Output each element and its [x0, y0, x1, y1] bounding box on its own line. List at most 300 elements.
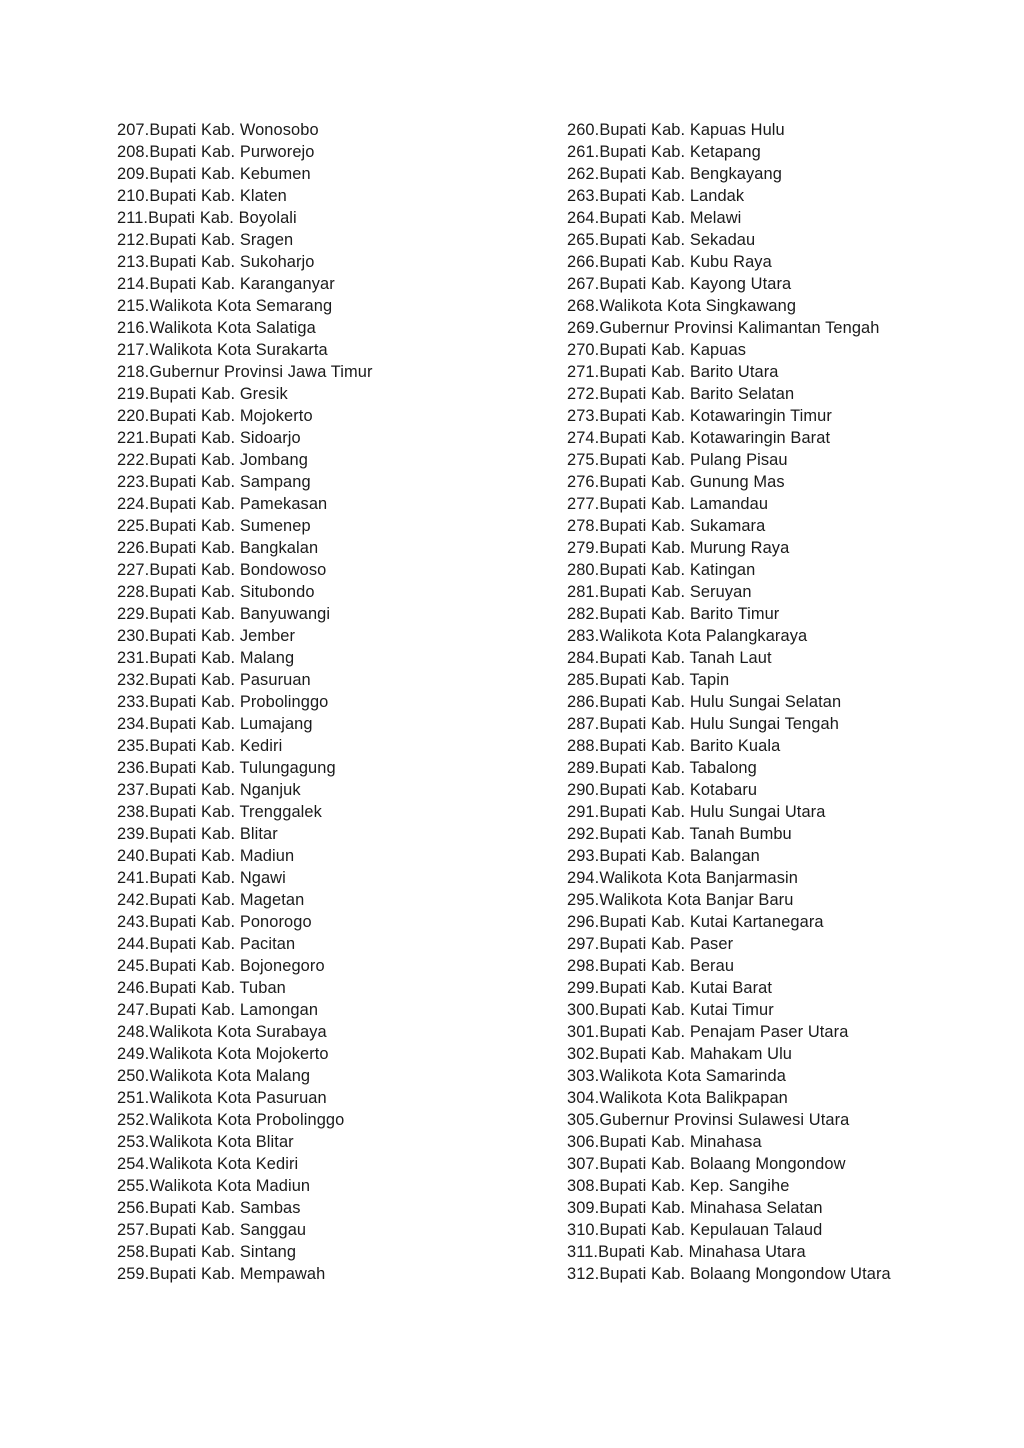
list-item-text: Bupati Kab. Hulu Sungai Utara	[599, 803, 826, 821]
list-item-text: Bupati Kab. Kutai Kartanegara	[599, 913, 824, 931]
list-item-text: Bupati Kab. Bengkayang	[599, 165, 782, 183]
list-item	[117, 735, 537, 757]
list-item-number: 217.	[117, 341, 150, 359]
list-item	[117, 537, 537, 559]
list-item	[117, 1263, 537, 1285]
list-item-text: Bupati Kab. Bolaang Mongondow Utara	[599, 1265, 891, 1283]
list-item-number: 225.	[117, 517, 150, 535]
list-item-text: Walikota Kota Mojokerto	[149, 1045, 329, 1063]
list-item-text: Gubernur Provinsi Jawa Timur	[149, 363, 373, 381]
list-item-number: 245.	[117, 957, 150, 975]
list-item-text: Bupati Kab. Tapin	[599, 671, 730, 689]
list-item-text: Walikota Kota Samarinda	[599, 1067, 786, 1085]
list-item-number: 240.	[117, 847, 150, 865]
list-item-number: 208.	[117, 143, 150, 161]
list-item-text: Bupati Kab. Murung Raya	[599, 539, 790, 557]
list-item-number: 209.	[117, 165, 150, 183]
list-item-number: 251.	[117, 1089, 150, 1107]
list-item-number: 239.	[117, 825, 150, 843]
list-item	[567, 1197, 987, 1219]
list-item-number: 281.	[567, 583, 600, 601]
list-item-text: Bupati Kab. Lamandau	[599, 495, 769, 513]
list-item-text: Bupati Kab. Sukoharjo	[149, 253, 315, 271]
list-item-text: Bupati Kab. Gresik	[149, 385, 288, 403]
list-item-number: 277.	[567, 495, 600, 513]
list-item-number: 237.	[117, 781, 150, 799]
list-item-text: Bupati Kab. Sambas	[149, 1199, 301, 1217]
list-item-text: Bupati Kab. Kayong Utara	[599, 275, 792, 293]
list-item-text: Bupati Kab. Seruyan	[599, 583, 752, 601]
list-item-number: 273.	[567, 407, 600, 425]
list-item-number: 256.	[117, 1199, 150, 1217]
list-item-text: Bupati Kab. Ponorogo	[149, 913, 312, 931]
list-item-number: 271.	[567, 363, 600, 381]
list-item-number: 282.	[567, 605, 600, 623]
list-item-text: Bupati Kab. Penajam Paser Utara	[599, 1023, 849, 1041]
list-item	[117, 163, 537, 185]
list-item	[117, 603, 537, 625]
list-item-text: Bupati Kab. Barito Kuala	[599, 737, 781, 755]
list-item-text: Bupati Kab. Banyuwangi	[149, 605, 331, 623]
list-item	[567, 317, 987, 339]
list-item	[117, 515, 537, 537]
list-item-number: 266.	[567, 253, 600, 271]
list-item-text: Bupati Kab. Minahasa Utara	[598, 1243, 806, 1261]
list-item-text: Bupati Kab. Sidoarjo	[149, 429, 301, 447]
list-item-text: Bupati Kab. Wonosobo	[149, 121, 319, 139]
list-item-number: 223.	[117, 473, 150, 491]
list-item	[117, 647, 537, 669]
list-item	[117, 955, 537, 977]
list-item	[567, 933, 987, 955]
list-item-text: Bupati Kab. Sukamara	[599, 517, 766, 535]
list-item-text: Bupati Kab. Hulu Sungai Tengah	[599, 715, 839, 733]
list-item-number: 234.	[117, 715, 150, 733]
list-item-text: Bupati Kab. Kapuas	[599, 341, 747, 359]
list-item	[567, 757, 987, 779]
list-item-number: 274.	[567, 429, 600, 447]
list-item	[567, 339, 987, 361]
list-item	[117, 669, 537, 691]
list-item-number: 262.	[567, 165, 600, 183]
list-item-text: Bupati Kab. Bangkalan	[149, 539, 319, 557]
list-item-text: Bupati Kab. Nganjuk	[149, 781, 301, 799]
list-item	[567, 405, 987, 427]
list-item-text: Gubernur Provinsi Kalimantan Tengah	[599, 319, 880, 337]
list-item-number: 254.	[117, 1155, 150, 1173]
list-item	[117, 845, 537, 867]
list-item	[117, 1153, 537, 1175]
list-item	[117, 823, 537, 845]
list-item	[117, 251, 537, 273]
list-item-text: Bupati Kab. Pulang Pisau	[599, 451, 788, 469]
list-item	[117, 889, 537, 911]
list-item-number: 296.	[567, 913, 600, 931]
list-item	[117, 911, 537, 933]
list-item-text: Bupati Kab. Paser	[599, 935, 734, 953]
list-item	[567, 889, 987, 911]
list-item	[567, 493, 987, 515]
list-item-text: Bupati Kab. Bolaang Mongondow	[599, 1155, 846, 1173]
list-item	[117, 493, 537, 515]
list-item-number: 289.	[567, 759, 600, 777]
list-item-number: 226.	[117, 539, 150, 557]
list-item-number: 221.	[117, 429, 150, 447]
list-item	[567, 471, 987, 493]
list-item	[117, 1219, 537, 1241]
list-item-number: 306.	[567, 1133, 600, 1151]
list-item	[567, 273, 987, 295]
list-item-number: 216.	[117, 319, 150, 337]
list-item-number: 295.	[567, 891, 600, 909]
list-item-number: 241.	[117, 869, 150, 887]
list-item-text: Bupati Kab. Mahakam Ulu	[599, 1045, 793, 1063]
list-item	[117, 119, 537, 141]
list-item-text: Bupati Kab. Balangan	[599, 847, 760, 865]
list-item-text: Bupati Kab. Pasuruan	[149, 671, 311, 689]
list-item-number: 252.	[117, 1111, 150, 1129]
list-item-text: Bupati Kab. Pacitan	[149, 935, 296, 953]
list-item-text: Bupati Kab. Karanganyar	[149, 275, 335, 293]
list-item-text: Bupati Kab. Ngawi	[149, 869, 286, 887]
list-item-number: 309.	[567, 1199, 600, 1217]
list-item	[567, 207, 987, 229]
list-item	[567, 251, 987, 273]
list-item	[117, 581, 537, 603]
list-item-text: Walikota Kota Surabaya	[149, 1023, 327, 1041]
list-item-number: 310.	[567, 1221, 600, 1239]
list-item-number: 286.	[567, 693, 600, 711]
list-item-number: 284.	[567, 649, 600, 667]
list-item	[567, 669, 987, 691]
list-item-number: 268.	[567, 297, 600, 315]
list-item-text: Bupati Kab. Tabalong	[599, 759, 757, 777]
list-item-text: Walikota Kota Surakarta	[149, 341, 328, 359]
list-item	[567, 713, 987, 735]
list-item	[567, 1175, 987, 1197]
list-item-number: 250.	[117, 1067, 150, 1085]
list-item-number: 230.	[117, 627, 150, 645]
list-item-number: 207.	[117, 121, 150, 139]
list-item-number: 215.	[117, 297, 150, 315]
list-item	[567, 603, 987, 625]
list-item-number: 261.	[567, 143, 600, 161]
list-item-text: Bupati Kab. Tanah Bumbu	[599, 825, 792, 843]
list-item-number: 264.	[567, 209, 600, 227]
list-item	[567, 1087, 987, 1109]
list-item	[567, 141, 987, 163]
list-item-number: 249.	[117, 1045, 150, 1063]
list-item-number: 242.	[117, 891, 150, 909]
list-item	[567, 691, 987, 713]
list-item	[567, 779, 987, 801]
list-item	[567, 1065, 987, 1087]
list-item-number: 220.	[117, 407, 150, 425]
list-item	[117, 185, 537, 207]
list-item-text: Bupati Kab. Sanggau	[149, 1221, 307, 1239]
list-item-text: Bupati Kab. Situbondo	[149, 583, 315, 601]
list-item-number: 285.	[567, 671, 600, 689]
list-item-number: 292.	[567, 825, 600, 843]
list-item	[117, 1065, 537, 1087]
list-item-text: Bupati Kab. Melawi	[599, 209, 742, 227]
list-item	[567, 427, 987, 449]
list-item-text: Bupati Kab. Kotawaringin Timur	[599, 407, 832, 425]
list-item-text: Bupati Kab. Lamongan	[149, 1001, 319, 1019]
list-item	[567, 1219, 987, 1241]
list-item-number: 211.	[117, 209, 149, 227]
list-item	[117, 977, 537, 999]
list-item-text: Bupati Kab. Jombang	[149, 451, 308, 469]
list-item-text: Walikota Kota Pasuruan	[149, 1089, 327, 1107]
list-item-number: 293.	[567, 847, 600, 865]
list-item-number: 244.	[117, 935, 150, 953]
list-item	[117, 1131, 537, 1153]
list-item-text: Bupati Kab. Kediri	[149, 737, 283, 755]
list-item	[117, 713, 537, 735]
list-item-text: Bupati Kab. Tuban	[149, 979, 286, 997]
list-item	[117, 273, 537, 295]
list-item	[567, 163, 987, 185]
list-item-number: 236.	[117, 759, 150, 777]
list-item-text: Bupati Kab. Kotabaru	[599, 781, 758, 799]
list-item-number: 302.	[567, 1045, 600, 1063]
list-item	[567, 1043, 987, 1065]
list-item	[117, 1043, 537, 1065]
list-item-text: Bupati Kab. Barito Utara	[599, 363, 779, 381]
list-item	[117, 559, 537, 581]
list-item-number: 248.	[117, 1023, 150, 1041]
list-item-text: Bupati Kab. Lumajang	[149, 715, 313, 733]
list-item-number: 218.	[117, 363, 150, 381]
list-item-number: 258.	[117, 1243, 150, 1261]
list-item	[117, 361, 537, 383]
list-item-text: Walikota Kota Banjar Baru	[599, 891, 794, 909]
list-item	[117, 1021, 537, 1043]
list-item-text: Bupati Kab. Barito Selatan	[599, 385, 795, 403]
list-item-number: 311.	[567, 1243, 599, 1261]
list-item-text: Bupati Kab. Bondowoso	[149, 561, 327, 579]
list-item	[117, 999, 537, 1021]
list-item-number: 283.	[567, 627, 600, 645]
list-item-text: Bupati Kab. Minahasa Selatan	[599, 1199, 823, 1217]
list-item-text: Bupati Kab. Kep. Sangihe	[599, 1177, 790, 1195]
list-item-text: Bupati Kab. Sekadau	[599, 231, 756, 249]
list-item-number: 276.	[567, 473, 600, 491]
list-item-text: Bupati Kab. Kutai Timur	[599, 1001, 774, 1019]
list-item	[117, 867, 537, 889]
list-item	[117, 1109, 537, 1131]
list-item-text: Walikota Kota Salatiga	[149, 319, 316, 337]
list-item-text: Bupati Kab. Malang	[149, 649, 295, 667]
list-item	[117, 295, 537, 317]
list-item-number: 267.	[567, 275, 600, 293]
list-item-number: 233.	[117, 693, 150, 711]
list-item	[117, 317, 537, 339]
list-item	[567, 1241, 987, 1263]
list-item	[567, 581, 987, 603]
list-item-number: 303.	[567, 1067, 600, 1085]
list-item-number: 212.	[117, 231, 150, 249]
list-item-text: Walikota Kota Kediri	[149, 1155, 299, 1173]
list-item-text: Walikota Kota Madiun	[149, 1177, 311, 1195]
list-item	[117, 933, 537, 955]
list-item-text: Bupati Kab. Sintang	[149, 1243, 297, 1261]
list-item	[567, 999, 987, 1021]
list-item	[567, 801, 987, 823]
list-item-text: Bupati Kab. Sragen	[149, 231, 294, 249]
left-column-list	[117, 119, 537, 1285]
right-column-list	[567, 119, 987, 1285]
list-item	[117, 757, 537, 779]
list-item	[117, 471, 537, 493]
list-item	[567, 911, 987, 933]
list-item-number: 304.	[567, 1089, 600, 1107]
list-item-text: Bupati Kab. Barito Timur	[599, 605, 780, 623]
list-item-text: Bupati Kab. Trenggalek	[149, 803, 322, 821]
list-item	[567, 1021, 987, 1043]
list-item	[567, 1131, 987, 1153]
list-item-text: Gubernur Provinsi Sulawesi Utara	[599, 1111, 850, 1129]
list-item-number: 214.	[117, 275, 150, 293]
list-item	[117, 405, 537, 427]
list-item	[117, 1087, 537, 1109]
list-item-text: Bupati Kab. Magetan	[149, 891, 305, 909]
list-item-number: 294.	[567, 869, 600, 887]
list-item-number: 213.	[117, 253, 150, 271]
list-item	[567, 295, 987, 317]
list-item-text: Bupati Kab. Katingan	[599, 561, 756, 579]
list-item	[567, 361, 987, 383]
list-item-text: Bupati Kab. Berau	[599, 957, 735, 975]
list-item-number: 228.	[117, 583, 150, 601]
list-item-number: 308.	[567, 1177, 600, 1195]
list-item-number: 255.	[117, 1177, 150, 1195]
list-item	[117, 229, 537, 251]
list-item-number: 229.	[117, 605, 150, 623]
list-item-number: 307.	[567, 1155, 600, 1173]
list-item	[567, 449, 987, 471]
list-item-text: Bupati Kab. Tulungagung	[149, 759, 336, 777]
list-item-number: 224.	[117, 495, 150, 513]
list-item	[567, 625, 987, 647]
list-item-text: Bupati Kab. Kutai Barat	[599, 979, 773, 997]
list-item-number: 259.	[117, 1265, 150, 1283]
list-item	[567, 867, 987, 889]
list-item	[117, 141, 537, 163]
list-item-number: 257.	[117, 1221, 150, 1239]
list-item-number: 232.	[117, 671, 150, 689]
list-item-number: 280.	[567, 561, 600, 579]
list-item-number: 270.	[567, 341, 600, 359]
list-item	[117, 427, 537, 449]
list-item-number: 290.	[567, 781, 600, 799]
list-item-number: 305.	[567, 1111, 600, 1129]
list-item-number: 243.	[117, 913, 150, 931]
list-item-text: Bupati Kab. Hulu Sungai Selatan	[599, 693, 842, 711]
list-item-number: 253.	[117, 1133, 150, 1151]
list-item	[117, 339, 537, 361]
list-item	[567, 119, 987, 141]
list-item-number: 287.	[567, 715, 600, 733]
list-item-text: Bupati Kab. Blitar	[149, 825, 278, 843]
list-item	[567, 1109, 987, 1131]
list-item-number: 227.	[117, 561, 150, 579]
list-item-text: Walikota Kota Balikpapan	[599, 1089, 788, 1107]
list-item-number: 279.	[567, 539, 600, 557]
list-item-text: Bupati Kab. Landak	[599, 187, 745, 205]
list-item	[567, 977, 987, 999]
list-item-text: Bupati Kab. Sampang	[149, 473, 311, 491]
list-item-number: 238.	[117, 803, 150, 821]
list-item	[567, 955, 987, 977]
list-item	[567, 229, 987, 251]
list-item-text: Bupati Kab. Ketapang	[599, 143, 761, 161]
list-item-number: 272.	[567, 385, 600, 403]
list-item-text: Bupati Kab. Kapuas Hulu	[599, 121, 785, 139]
list-item-text: Bupati Kab. Klaten	[149, 187, 287, 205]
list-item-text: Walikota Kota Malang	[149, 1067, 311, 1085]
list-item	[117, 1197, 537, 1219]
list-item-text: Bupati Kab. Kubu Raya	[599, 253, 772, 271]
list-item-text: Bupati Kab. Kotawaringin Barat	[599, 429, 831, 447]
list-item-text: Bupati Kab. Madiun	[149, 847, 295, 865]
list-item-number: 231.	[117, 649, 150, 667]
list-item	[567, 559, 987, 581]
list-item-text: Bupati Kab. Jember	[149, 627, 296, 645]
list-item-number: 298.	[567, 957, 600, 975]
list-item	[567, 823, 987, 845]
list-item-number: 275.	[567, 451, 600, 469]
list-item-text: Bupati Kab. Sumenep	[149, 517, 311, 535]
list-item-number: 300.	[567, 1001, 600, 1019]
list-item	[567, 185, 987, 207]
list-item	[117, 801, 537, 823]
list-item-text: Walikota Kota Palangkaraya	[599, 627, 808, 645]
list-item	[117, 1175, 537, 1197]
list-item	[117, 1241, 537, 1263]
list-item-number: 269.	[567, 319, 600, 337]
list-item-number: 297.	[567, 935, 600, 953]
list-item	[567, 735, 987, 757]
list-item-number: 246.	[117, 979, 150, 997]
list-item-text: Bupati Kab. Kebumen	[149, 165, 311, 183]
list-item	[567, 515, 987, 537]
list-item-text: Walikota Kota Blitar	[149, 1133, 294, 1151]
list-item-number: 260.	[567, 121, 600, 139]
list-item-number: 210.	[117, 187, 150, 205]
list-item-number: 247.	[117, 1001, 150, 1019]
list-item	[117, 691, 537, 713]
list-item	[567, 845, 987, 867]
list-item	[567, 383, 987, 405]
list-item-text: Bupati Kab. Pamekasan	[149, 495, 328, 513]
list-item	[567, 537, 987, 559]
list-item-number: 263.	[567, 187, 600, 205]
list-item	[117, 207, 537, 229]
list-item-text: Bupati Kab. Mempawah	[149, 1265, 326, 1283]
list-item-text: Walikota Kota Banjarmasin	[599, 869, 798, 887]
list-item-number: 235.	[117, 737, 150, 755]
list-item-text: Bupati Kab. Mojokerto	[149, 407, 313, 425]
list-item-text: Bupati Kab. Boyolali	[148, 209, 297, 227]
list-item-number: 301.	[567, 1023, 600, 1041]
list-item-text: Bupati Kab. Tanah Laut	[599, 649, 772, 667]
list-item	[567, 647, 987, 669]
list-item-text: Bupati Kab. Minahasa	[599, 1133, 762, 1151]
list-item-text: Bupati Kab. Kepulauan Talaud	[599, 1221, 823, 1239]
list-item	[117, 779, 537, 801]
